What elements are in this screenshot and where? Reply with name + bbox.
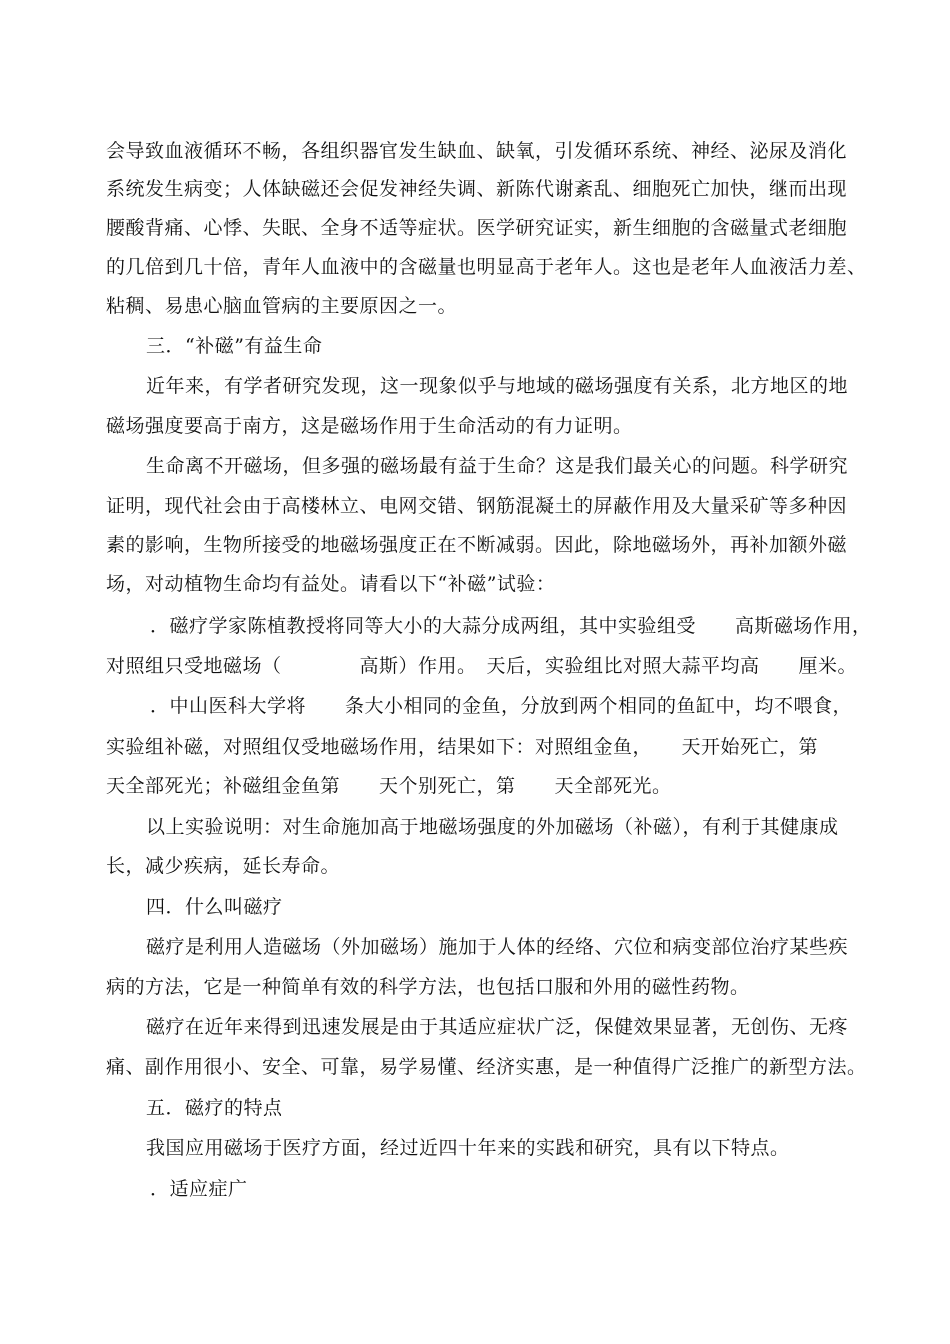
body-text-line: 磁疗在近年来得到迅速发展是由于其适应症状广泛，保健效果显著，无创伤、无疼 bbox=[146, 1016, 849, 1038]
section-heading: 三．“补磁”有益生命 bbox=[146, 335, 323, 357]
body-text-line: 磁场强度要高于南方，这是磁场作用于生命活动的有力证明。 bbox=[106, 415, 633, 437]
body-text-line: 长，减少疾病，延长寿命。 bbox=[106, 855, 341, 877]
body-text-line: 会导致血液循环不畅，各组织器官发生缺血、缺氧，引发循环系统、神经、泌尿及消化 bbox=[106, 140, 848, 162]
body-text-line: 实验组补磁，对照组仅受地磁场作用，结果如下：对照组金鱼， 天开始死亡，第 bbox=[106, 736, 819, 758]
body-text-line: 腰酸背痛、心悸、失眠、全身不适等症状。医学研究证实，新生细胞的含磁量式老细胞 bbox=[106, 217, 848, 239]
body-text-line: 生命离不开磁场，但多强的磁场最有益于生命？这是我们最关心的问题。科学研究 bbox=[146, 455, 849, 477]
body-text-line: ．磁疗学家陈植教授将同等大小的大蒜分成两组，其中实验组受 高斯磁场作用， bbox=[150, 615, 872, 637]
body-text-line: 近年来，有学者研究发现，这一现象似乎与地域的磁场强度有关系，北方地区的地 bbox=[146, 375, 849, 397]
body-text-line: 我国应用磁场于医疗方面，经过近四十年来的实践和研究，具有以下特点。 bbox=[146, 1137, 790, 1159]
section-heading: 四．什么叫磁疗 bbox=[146, 896, 283, 918]
body-text-line: 病的方法，它是一种简单有效的科学方法，也包括口服和外用的磁性药物。 bbox=[106, 976, 750, 998]
body-text-line: 天全部死光；补磁组金鱼第 天个别死亡，第 天全部死光。 bbox=[106, 775, 672, 797]
body-text-line: 场，对动植物生命均有益处。请看以下“补磁”试验： bbox=[106, 573, 556, 595]
body-text-line: ．中山医科大学将 条大小相同的金鱼，分放到两个相同的鱼缸中，均不喂食， bbox=[150, 695, 853, 717]
body-text-line: 磁疗是利用人造磁场（外加磁场）施加于人体的经络、穴位和病变部位治疗某些疾 bbox=[146, 936, 849, 958]
body-text-line: 以上实验说明：对生命施加高于地磁场强度的外加磁场（补磁），有利于其健康成 bbox=[146, 816, 839, 838]
body-text-line: 对照组只受地磁场（ 高斯）作用。 天后，实验组比对照大蒜平均高 厘米。 bbox=[106, 655, 858, 677]
body-text-line: 证明，现代社会由于高楼林立、电网交错、钢筋混凝土的屏蔽作用及大量采矿等多种因 bbox=[106, 495, 848, 517]
body-text-line: 的几倍到几十倍，青年人血液中的含磁量也明显高于老年人。这也是老年人血液活力差、 bbox=[106, 256, 867, 278]
body-text-line: 素的影响，生物所接受的地磁场强度正在不断减弱。因此，除地磁场外，再补加额外磁 bbox=[106, 534, 848, 556]
list-item-heading: ．适应症广 bbox=[150, 1178, 248, 1200]
body-text-line: 粘稠、易患心脑血管病的主要原因之一。 bbox=[106, 295, 458, 317]
body-text-line: 系统发生病变；人体缺磁还会促发神经失调、新陈代谢紊乱、细胞死亡加快，继而出现 bbox=[106, 178, 848, 200]
body-text-line: 痛、副作用很小、安全、可靠，易学易懂、经济实惠，是一种值得广泛推广的新型方法。 bbox=[106, 1056, 867, 1078]
section-heading: 五．磁疗的特点 bbox=[146, 1097, 283, 1119]
